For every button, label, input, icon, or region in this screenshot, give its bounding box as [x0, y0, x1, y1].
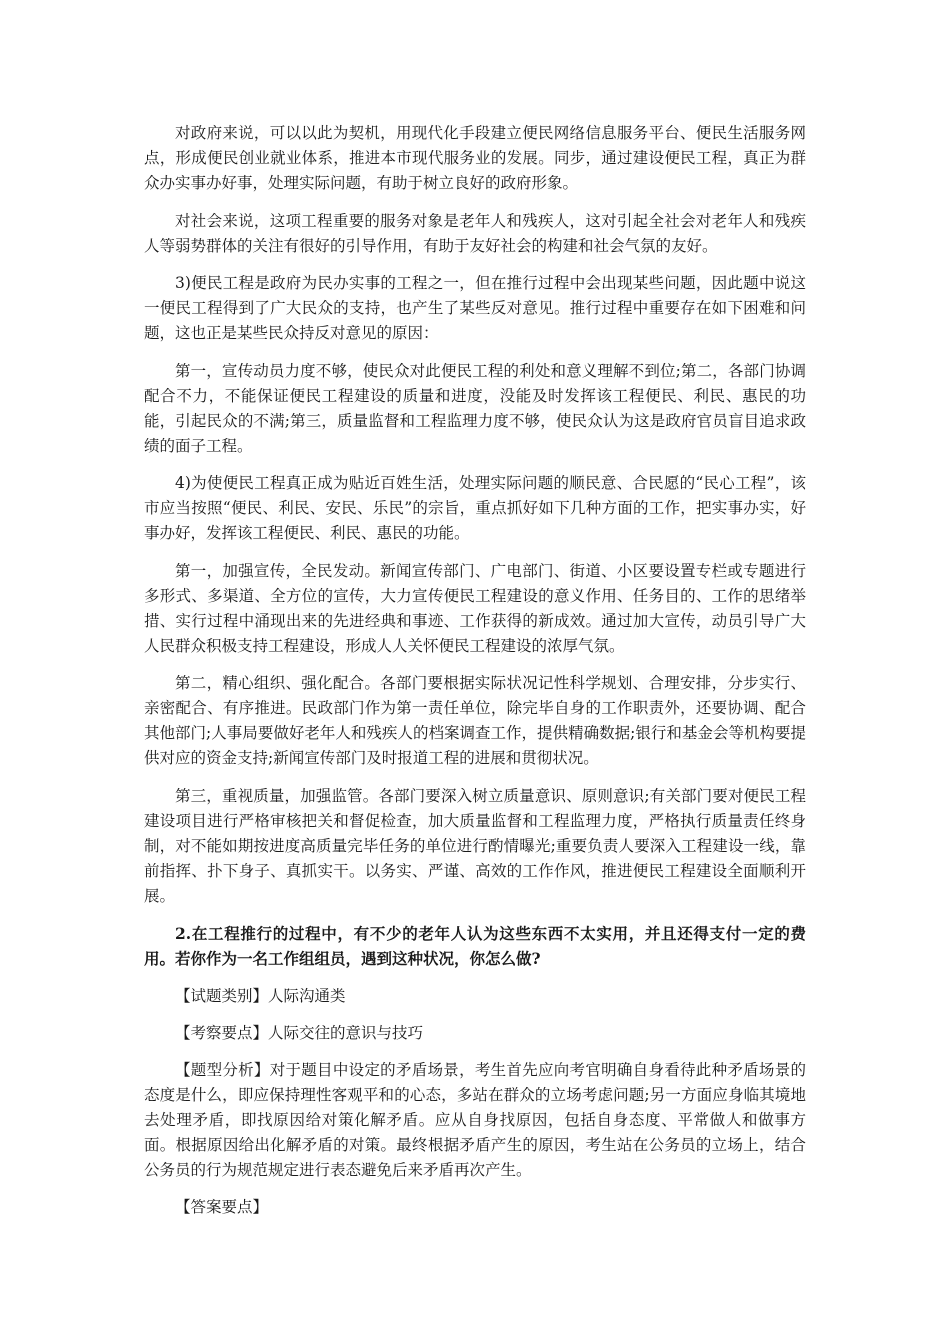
paragraph-point-3: 3)便民工程是政府为民办实事的工程之一，但在推行过程中会出现某些问题，因此题中说这一便民工程得到了广大民众的支持，也产生了某些反对意见。推行过程中重要存在如下困难和问题，这也正是某些民众持反对意见的原因： — [144, 274, 806, 342]
question-category: 【试题类别】人际沟通类 — [175, 986, 346, 1005]
question-analysis: 【题型分析】对于题目中设定的矛盾场景，考生首先应向考官明确自身看待此种矛盾场景的态度是什么，即应保持理性客观平和的心态，多站在群众的立场考虑问题;另一方面应身临其境地去处理矛盾，即找原因给对策化解矛盾。应从自身找原因，包括自身态度、平常做人和做事方面。根据原因给出化解矛盾的对策。最终根据矛盾产生的原因，考生站在公务员的立场上，结合公务员的行为规范规定进行表态避免后来矛盾再次产生。 — [144, 1060, 806, 1179]
document-page — [144, 121, 806, 1232]
paragraph-problems: 第一，宣传动员力度不够，使民众对此便民工程的利处和意义理解不到位;第二，各部门协调配合不力，不能保证便民工程建设的质量和进度，没能及时发挥该工程便民、利民、惠民的功能，引起民众的不满;第三，质量监督和工程监理力度不够，使民众认为这是政府官员盲目追求政绩的面子工程。 — [144, 361, 806, 455]
examination-points: 【考察要点】人际交往的意识与技巧 — [175, 1023, 424, 1042]
paragraph-point-4: 4)为使便民工程真正成为贴近百姓生活，处理实际问题的顺民意、合民愿的“民心工程”，该市应当按照“便民、利民、安民、乐民”的宗旨，重点抓好如下几种方面的工作，把实事办实，好事办好，发挥该工程便民、利民、惠民的功能。 — [144, 474, 806, 542]
paragraph-government-view: 对政府来说，可以以此为契机，用现代化手段建立便民网络信息服务平台、便民生活服务网点，形成便民创业就业体系，推进本市现代服务业的发展。同步，通过建设便民工程，真正为群众办实事办好事，处理实际问题，有助于树立良好的政府形象。 — [144, 124, 806, 192]
paragraph-third-measure: 第三，重视质量，加强监管。各部门要深入树立质量意识、原则意识;有关部门要对便民工程建设项目进行严格审核把关和督促检查，加大质量监督和工程监理力度，严格执行质量责任终身制，对不能如期按进度高质量完毕任务的单位进行酌情曝光;重要负责人要深入工程建设一线，靠前指挥、扑下身子、真抓实干。以务实、严谨、高效的工作作风，推进便民工程建设全面顺利开展。 — [144, 786, 806, 905]
paragraph-first-measure: 第一，加强宣传，全民发动。新闻宣传部门、广电部门、街道、小区要设置专栏或专题进行多形式、多渠道、全方位的宣传，大力宣传便民工程建设的意义作用、任务目的、工作的思绪举措、实行过程中涌现出来的先进经典和事迹、工作获得的新成效。通过加大宣传，动员引导广大人民群众积极支持工程建设，形成人人关怀便民工程建设的浓厚气氛。 — [144, 561, 806, 655]
question-2-heading: 2.在工程推行的过程中，有不少的老年人认为这些东西不太实用，并且还得支付一定的费用。若你作为一名工作组组员，遇到这种状况，你怎么做? — [144, 924, 806, 968]
answer-points-label: 【答案要点】 — [175, 1198, 269, 1216]
paragraph-second-measure: 第二，精心组织、强化配合。各部门要根据实际状况记性科学规划、合理安排，分步实行、亲密配合、有序推进。民政部门作为第一责任单位，除完毕自身的工作职责外，还要协调、配合其他部门;人事局要做好老年人和残疾人的档案调查工作，提供精确数据;银行和基金会等机构要提供对应的资金支持;新闻宣传部门及时报道工程的进展和贯彻状况。 — [144, 674, 806, 767]
paragraph-society-view: 对社会来说，这项工程重要的服务对象是老年人和残疾人，这对引起全社会对老年人和残疾人等弱势群体的关注有很好的引导作用，有助于友好社会的构建和社会气氛的友好。 — [144, 211, 806, 255]
